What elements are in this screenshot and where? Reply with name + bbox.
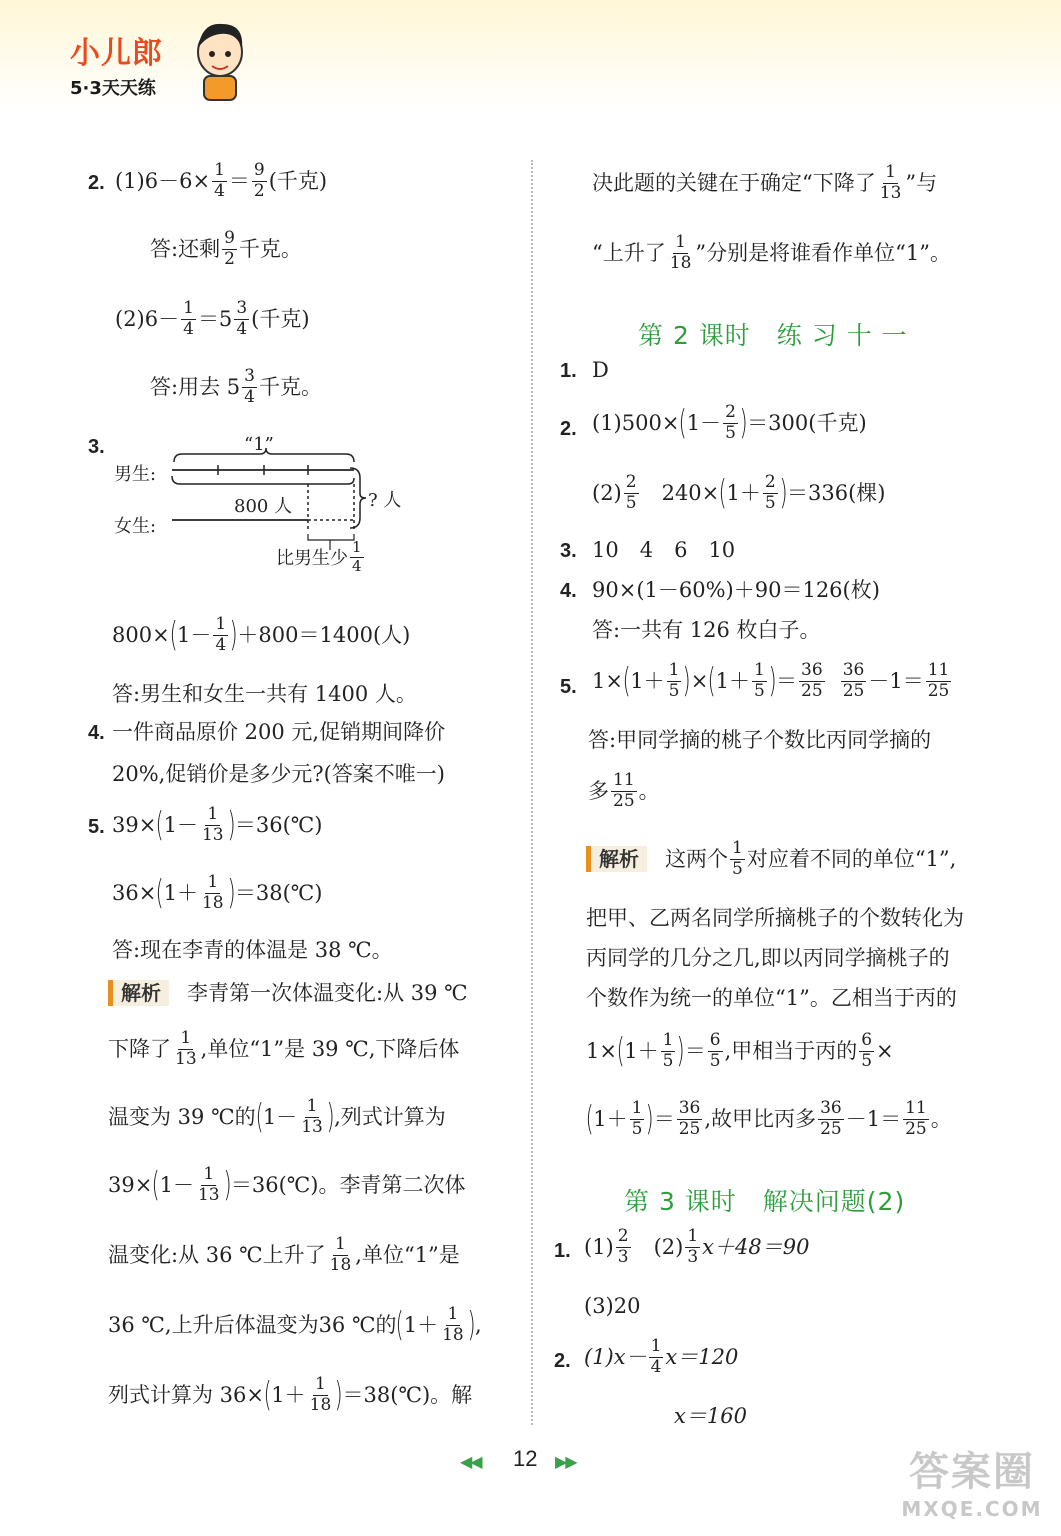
next-page-icon[interactable]: ▶▶ <box>555 1452 576 1471</box>
paren: ( <box>718 473 727 514</box>
analysis-left-line7 <box>108 1376 472 1415</box>
denominator: 5 <box>709 1050 721 1071</box>
fraction <box>222 230 237 269</box>
text: 1－ <box>686 410 722 435</box>
analysis-left-line3 <box>108 1098 446 1137</box>
denominator: 5 <box>753 680 765 701</box>
numerator: 1 <box>753 660 765 680</box>
analysis-left-line5 <box>108 1236 460 1275</box>
paren: ( <box>263 1375 272 1416</box>
numerator: 3 <box>236 298 248 318</box>
fraction <box>859 1032 874 1071</box>
fraction <box>616 1228 631 1267</box>
fraction <box>440 1306 466 1345</box>
text: (2)6－ <box>115 306 180 331</box>
paren: ) <box>223 1165 232 1206</box>
numerator: 11 <box>905 1098 927 1118</box>
denominator: 13 <box>201 824 224 845</box>
fraction <box>723 404 738 443</box>
paren: ) <box>683 661 692 702</box>
analysis-continue-line1 <box>592 164 937 203</box>
text: 答:用去 5 <box>150 374 241 399</box>
text: 1－ <box>159 1172 194 1197</box>
text: 1－ <box>163 812 198 837</box>
question-number: 2. <box>88 172 105 194</box>
text: ,甲相当于丙的 <box>724 1038 858 1063</box>
analysis-right-line4: 个数作为统一的单位“1”。乙相当于丙的 <box>586 986 957 1010</box>
analysis-left-line6 <box>108 1306 482 1345</box>
paren: ) <box>779 473 788 514</box>
denominator: 13 <box>175 1048 197 1069</box>
denominator: 18 <box>669 252 692 273</box>
denominator: 25 <box>613 790 635 811</box>
r-q2-line1 <box>592 404 867 443</box>
numerator: 11 <box>927 660 950 680</box>
text: 列式计算为 36× <box>108 1382 264 1407</box>
fraction <box>661 1032 676 1071</box>
denominator: 4 <box>244 386 255 407</box>
fraction <box>677 1100 703 1139</box>
numerator: 2 <box>625 472 637 492</box>
text: 1＋ <box>630 668 665 693</box>
denominator: 13 <box>879 182 902 203</box>
paren: ( <box>151 1165 160 1206</box>
numerator: 1 <box>447 1304 459 1324</box>
question-number: 3. <box>88 436 105 458</box>
fraction <box>730 840 745 879</box>
question-number: 2. <box>554 1350 571 1372</box>
analysis-right-line2: 把甲、乙两名同学所摘桃子的个数转化为 <box>586 906 964 930</box>
numerator: 1 <box>180 1028 192 1048</box>
numerator: 36 <box>801 660 823 680</box>
q5-answer: 答:现在李青的体温是 38 ℃。 <box>112 938 393 962</box>
fraction <box>181 300 196 339</box>
numerator: 9 <box>253 160 265 180</box>
q3-answer: 答:男生和女生一共有 1400 人。 <box>112 682 417 706</box>
denominator: 5 <box>662 1050 674 1071</box>
q2-line1 <box>115 162 327 201</box>
unit-one-label: “1” <box>244 434 274 455</box>
numerator: 1 <box>687 1226 699 1246</box>
denominator: 3 <box>687 1246 699 1267</box>
text: 36× <box>112 880 157 905</box>
text: (1)x－ <box>584 1344 647 1369</box>
denominator: 4 <box>650 1356 662 1377</box>
r-q3-answer: 10 4 6 10 <box>592 538 736 562</box>
q5-line2 <box>112 874 322 913</box>
paren: ) <box>227 873 236 914</box>
numerator: 1 <box>306 1096 318 1116</box>
numerator: 1 <box>315 1374 326 1394</box>
denominator: 5 <box>631 1118 643 1139</box>
denominator: 4 <box>215 634 227 655</box>
numerator: 1 <box>631 1098 643 1118</box>
numerator: 1 <box>650 1336 662 1356</box>
numerator: 11 <box>613 770 635 790</box>
numerator: 36 <box>678 1098 701 1118</box>
fraction <box>213 616 228 655</box>
paren: ) <box>334 1375 343 1416</box>
numerator: 1 <box>732 838 743 858</box>
text: x＋48＝90 <box>702 1234 810 1259</box>
girls-label: 女生: <box>114 516 157 537</box>
prev-page-icon[interactable]: ◀◀ <box>460 1452 481 1471</box>
fraction <box>841 662 867 701</box>
fraction <box>242 368 257 407</box>
paren: ) <box>677 1031 686 1072</box>
text: ,故甲比丙多 <box>704 1106 817 1131</box>
text: 李青第一次体温变化:从 39 ℃ <box>187 980 468 1005</box>
denominator: 5 <box>668 680 680 701</box>
denominator: 18 <box>329 1254 352 1275</box>
paren: ) <box>646 1099 655 1140</box>
numerator: 36 <box>842 660 865 680</box>
text: ＝5 <box>197 306 233 331</box>
text: 1＋ <box>593 1106 628 1131</box>
r-q4-line1: 90×(1－60%)＋90＝126(枚) <box>592 578 880 602</box>
denominator: 2 <box>224 248 235 269</box>
text: 答:还剩 <box>150 236 221 261</box>
fraction <box>234 300 249 339</box>
denominator: 13 <box>301 1116 323 1137</box>
brand-logo <box>70 28 163 100</box>
text: 下降了 <box>108 1036 171 1061</box>
watermark-bottom: MXQE.COM <box>901 1497 1043 1521</box>
denominator: 5 <box>764 492 776 513</box>
fraction <box>752 662 767 701</box>
paren: ( <box>255 1097 264 1138</box>
numerator: 6 <box>709 1030 721 1050</box>
fraction <box>200 806 226 845</box>
denominator: 13 <box>197 1184 220 1205</box>
fraction <box>668 234 694 273</box>
text: 1＋ <box>403 1312 439 1337</box>
r-q5-answer1: 答:甲同学摘的桃子个数比丙同学摘的 <box>588 728 932 752</box>
paren: ( <box>396 1305 405 1346</box>
analysis-tag: 解析 <box>108 980 169 1006</box>
paren: ) <box>467 1305 476 1346</box>
question-number: 1. <box>560 360 577 382</box>
text: (1)500× <box>592 410 680 435</box>
numerator: 1 <box>214 160 225 180</box>
numerator: 2 <box>617 1226 629 1246</box>
fraction <box>252 162 267 201</box>
numerator: 1 <box>207 804 219 824</box>
analysis-right-line3: 丙同学的几分之几,即以丙同学摘桃子的 <box>586 946 950 970</box>
q4-line2: 20%,促销价是多少元?(答案不唯一) <box>112 762 445 786</box>
analysis-right-line6 <box>586 1100 952 1139</box>
fraction <box>299 1098 325 1137</box>
text: ,单位“1”是 39 ℃,下降后体 <box>200 1036 460 1061</box>
fraction <box>611 772 637 811</box>
text: －1＝ <box>868 668 924 693</box>
q5-line1 <box>112 806 322 845</box>
denominator: 18 <box>442 1324 464 1345</box>
fraction <box>685 1228 700 1267</box>
text: ＝36(℃) <box>234 812 323 837</box>
denominator: 4 <box>183 318 194 339</box>
paren: ) <box>326 1097 335 1138</box>
q2-answer1 <box>150 230 302 269</box>
text: (1)6－6× <box>115 168 211 193</box>
analysis-left-line2 <box>108 1030 459 1069</box>
denominator: 5 <box>725 422 736 443</box>
fraction <box>799 662 825 701</box>
text: 1－ <box>262 1104 298 1129</box>
denominator: 25 <box>927 680 950 701</box>
denominator: 25 <box>842 680 865 701</box>
numerator: 1 <box>662 1030 674 1050</box>
numerator: 1 <box>203 1164 215 1184</box>
fraction <box>350 540 364 575</box>
paren: ) <box>739 403 748 444</box>
fraction <box>196 1166 222 1205</box>
text: 39× <box>108 1172 153 1197</box>
r-q4-line2: 答:一共有 126 枚白子。 <box>592 618 821 642</box>
analysis-right-line1 <box>586 840 956 879</box>
text: 对应着不同的单位“1”, <box>746 846 957 871</box>
paren: ( <box>679 403 688 444</box>
numerator: 9 <box>224 228 235 248</box>
people-800-label: 800 人 <box>234 496 293 517</box>
numerator: 1 <box>675 232 686 252</box>
question-number: 4. <box>88 722 105 744</box>
text: 1× <box>586 1038 617 1063</box>
numerator: 1 <box>183 298 194 318</box>
fraction <box>328 1236 354 1275</box>
watermark <box>888 1440 1056 1521</box>
numerator: 2 <box>764 472 776 492</box>
paren: ) <box>768 661 777 702</box>
text: 1＋ <box>163 880 198 905</box>
denominator: 5 <box>732 858 743 879</box>
text: ＋800＝1400(人) <box>237 622 411 647</box>
text: ＝ <box>653 1106 675 1131</box>
paren: ( <box>616 1031 625 1072</box>
fraction <box>903 1100 929 1139</box>
text: 1＋ <box>726 480 761 505</box>
text: (千克) <box>268 168 328 193</box>
r-p1-line1 <box>584 1228 809 1267</box>
column-divider <box>531 160 533 1425</box>
text: (1) <box>584 1234 614 1259</box>
q4-line1: 一件商品原价 200 元,促销期间降价 <box>112 720 446 744</box>
text: ＝36(℃)。李青第二次体 <box>230 1172 466 1197</box>
question-number: 5. <box>560 676 577 698</box>
fraction <box>212 162 227 201</box>
text: 温变为 39 ℃的 <box>108 1104 256 1129</box>
text: x＝120 <box>665 1344 739 1369</box>
text: 比男生少 <box>276 548 348 570</box>
fraction <box>624 474 639 513</box>
text: 温变化:从 36 ℃上升了 <box>108 1242 326 1267</box>
numerator: 1 <box>215 614 227 634</box>
paren: ( <box>585 1099 594 1140</box>
fraction <box>667 662 682 701</box>
text: (2) <box>592 480 622 505</box>
numerator: 1 <box>207 872 219 892</box>
text: 1＋ <box>624 1038 659 1063</box>
text: ,单位“1”是 <box>355 1242 460 1267</box>
numerator: 36 <box>820 1098 842 1118</box>
analysis-tag: 解析 <box>586 846 647 872</box>
r-p2-line2: x＝160 <box>674 1404 747 1428</box>
fraction <box>818 1100 844 1139</box>
r-q1-answer: D <box>592 358 609 382</box>
fraction <box>630 1100 645 1139</box>
r-q5-answer2 <box>588 772 660 811</box>
text: 千克。 <box>238 236 302 261</box>
paren: ( <box>622 661 631 702</box>
text: 决此题的关键在于确定“下降了 <box>592 170 876 195</box>
boys-label: 男生: <box>114 464 157 485</box>
text: 。 <box>930 1106 952 1131</box>
analysis-left-line1 <box>108 980 468 1006</box>
watermark-top: 答案圈 <box>909 1449 1035 1495</box>
text: ＝ <box>684 1038 706 1063</box>
numerator: 1 <box>885 162 896 182</box>
numerator: 1 <box>352 538 362 556</box>
paren: ) <box>229 615 238 656</box>
text: × <box>876 1038 894 1063</box>
fraction <box>763 474 778 513</box>
paren: ( <box>707 661 716 702</box>
text: 千克。 <box>258 374 322 399</box>
text: 1＋ <box>715 668 750 693</box>
text: 多 <box>588 778 609 803</box>
unknown-label: ? 人 <box>368 490 402 511</box>
text: ,列式计算为 <box>334 1104 446 1129</box>
less-label <box>276 540 366 575</box>
denominator: 25 <box>801 680 823 701</box>
denominator: 4 <box>236 318 248 339</box>
denominator: 25 <box>820 1118 842 1139</box>
numerator: 1 <box>668 660 680 680</box>
r-q2-line2 <box>592 474 885 513</box>
paren: ( <box>155 805 164 846</box>
text: “上升了 <box>592 240 666 265</box>
r-p2-line1 <box>584 1338 738 1377</box>
denominator: 5 <box>861 1050 873 1071</box>
text: , <box>475 1312 482 1337</box>
analysis-right-line5 <box>586 1032 894 1071</box>
text: 36 ℃,上升后体温变为36 ℃的 <box>108 1312 397 1337</box>
question-number: 1. <box>554 1240 571 1262</box>
paren: ( <box>169 615 178 656</box>
fraction <box>708 1032 723 1071</box>
text: 240× <box>640 480 720 505</box>
text: 1× <box>592 668 623 693</box>
r-q5-line1 <box>592 662 953 701</box>
page-number: 12 <box>513 1446 538 1471</box>
text: 39× <box>112 812 157 837</box>
text: 。 <box>638 778 660 803</box>
brand-name: 小儿郎 <box>70 36 163 71</box>
denominator: 4 <box>214 180 225 201</box>
text: 这两个 <box>665 846 728 871</box>
analysis-left-line4 <box>108 1166 465 1205</box>
numerator: 6 <box>861 1030 873 1050</box>
paren: ( <box>155 873 164 914</box>
text: ＝ <box>776 668 798 693</box>
brand-series: 5·3天天练 <box>70 78 156 99</box>
question-number: 5. <box>88 816 105 838</box>
segment-diagram <box>110 432 430 592</box>
q2-answer2 <box>150 368 322 407</box>
denominator: 25 <box>678 1118 701 1139</box>
text: －1＝ <box>845 1106 902 1131</box>
denominator: 25 <box>905 1118 927 1139</box>
text: ＝38(℃) <box>234 880 323 905</box>
fraction <box>308 1376 334 1415</box>
numerator: 2 <box>725 402 736 422</box>
text: ＝300(千克) <box>747 410 867 435</box>
question-number: 4. <box>560 580 577 602</box>
text: ＝ <box>228 168 250 193</box>
text: ”分别是将谁看作单位“1”。 <box>695 240 951 265</box>
mascot-icon <box>190 18 250 102</box>
lesson-heading: 第 3 课时 解决问题(2) <box>624 1187 906 1216</box>
fraction <box>926 662 952 701</box>
text: (千克) <box>251 306 310 331</box>
r-p1-line2: (3)20 <box>584 1294 641 1318</box>
numerator: 3 <box>244 366 255 386</box>
text: × <box>690 668 709 693</box>
paren: ) <box>227 805 236 846</box>
denominator: 18 <box>309 1394 332 1415</box>
numerator: 1 <box>335 1234 346 1254</box>
analysis-continue-line2 <box>592 234 951 273</box>
fraction <box>878 164 904 203</box>
denominator: 2 <box>253 180 265 201</box>
fraction <box>173 1030 199 1069</box>
text: 1－ <box>176 622 212 647</box>
q3-calc <box>112 616 410 655</box>
question-number: 2. <box>560 418 577 440</box>
denominator: 5 <box>625 492 637 513</box>
lesson-heading: 第 2 课时 练 习 十 一 <box>638 321 908 350</box>
text: 800× <box>112 622 170 647</box>
denominator: 4 <box>352 556 362 575</box>
denominator: 3 <box>617 1246 629 1267</box>
fraction <box>200 874 226 913</box>
text: ＝336(棵) <box>787 480 886 505</box>
text: 1＋ <box>271 1382 306 1407</box>
q2-line2 <box>115 300 310 339</box>
denominator: 18 <box>201 892 224 913</box>
text: ”与 <box>905 170 938 195</box>
text: (2) <box>632 1234 684 1259</box>
question-number: 3. <box>560 540 577 562</box>
text: ＝38(℃)。解 <box>342 1382 473 1407</box>
fraction <box>649 1338 664 1377</box>
